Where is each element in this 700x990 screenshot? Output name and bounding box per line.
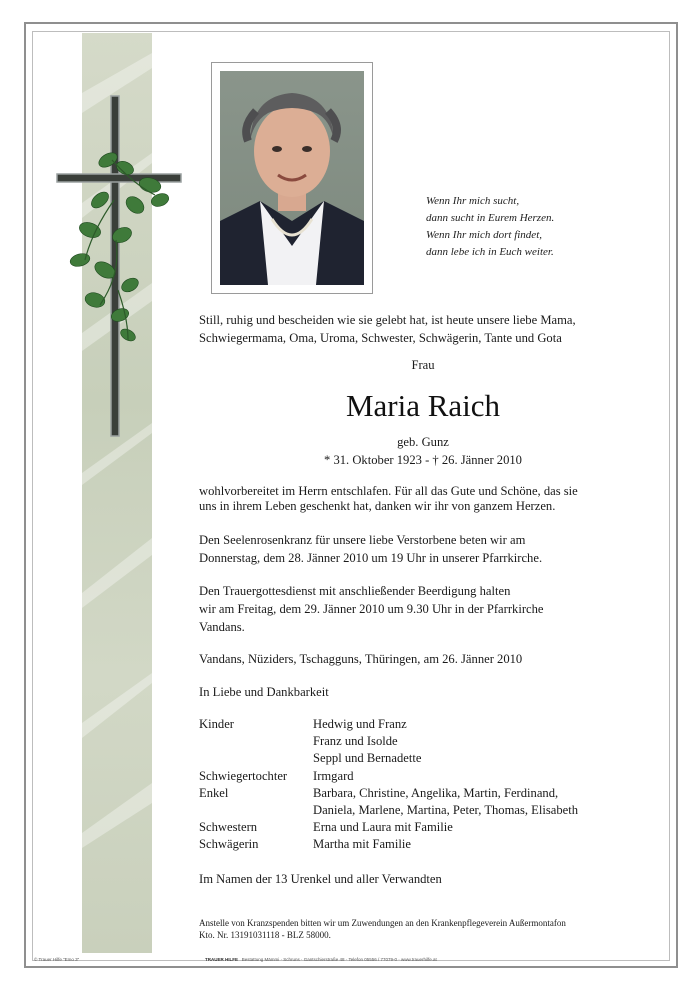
relatives-label: Schwestern [199, 820, 258, 835]
relatives-names: Hedwig und Franz [313, 717, 407, 731]
relatives-names: Daniela, Marlene, Martina, Peter, Thomas, Elisabeth [313, 803, 579, 818]
relatives-names: Irmgard [313, 768, 354, 783]
deceased-name: Maria Raich [345, 388, 501, 423]
relatives-names: Erna und Laura mit Familie [313, 820, 453, 835]
salutation: Frau [411, 358, 435, 372]
donation-line: Anstelle von Kranzspenden bitten wir um Zuwendungen an den Krankenpflegeverein Außermontafon [199, 918, 566, 928]
relatives-names: Martha mit Familie [313, 837, 411, 852]
donation-note [199, 917, 659, 941]
funeral-line: Vandans. [199, 620, 245, 634]
portrait-frame [211, 62, 373, 294]
relatives-names: Barbara, Christine, Angelika, Martin, Ferdinand, [313, 785, 559, 800]
relatives-list [199, 716, 659, 854]
maiden-name: geb. Gunz [397, 435, 449, 449]
relatives-row-schwestern [199, 819, 659, 836]
cross-with-ivy-icon [50, 90, 190, 440]
funeral-text [199, 582, 659, 636]
relatives-label: Kinder [199, 717, 234, 731]
intro-text [199, 311, 659, 347]
poem-line: Wenn Ihr mich dort findet, [426, 229, 542, 241]
passing-text [199, 484, 659, 514]
funeral-line: wir am Freitag, dem 29. Jänner 2010 um 9.30 Uhr in der Pfarrkirche [199, 602, 544, 616]
intro-line: Schwiegermama, Oma, Uroma, Schwester, Schwägerin, Tante und Gota [199, 331, 562, 345]
relatives-names: Seppl und Bernadette [313, 751, 422, 766]
portrait-photo [220, 71, 364, 285]
funeral-line: Den Trauergottesdienst mit anschließender Beerdigung halten [199, 584, 511, 598]
poem-line: dann lebe ich in Euch weiter. [426, 246, 554, 258]
rosary-line: Den Seelenrosenkranz für unsere liebe Verstorbene beten wir am [199, 533, 526, 547]
passing-line: wohlvorbereitet im Herrn entschlafen. Für all das Gute und Schöne, das sie [199, 484, 578, 498]
closing-line: Im Namen der 13 Urenkel und aller Verwandten [199, 872, 442, 886]
relatives-row-schwaegerin [199, 836, 659, 853]
place-date: Vandans, Nüziders, Tschagguns, Thüringen, am 26. Jänner 2010 [199, 652, 523, 666]
relatives-names: Franz und Isolde [313, 734, 398, 749]
intro-line: Still, ruhig und bescheiden wie sie gelebt hat, ist heute unsere liebe Mama, [199, 313, 576, 327]
rosary-text [199, 531, 659, 567]
relatives-label: Schwägerin [199, 837, 259, 852]
poem-line: dann sucht in Eurem Herzen. [426, 212, 555, 224]
relatives-label: Enkel [199, 785, 229, 800]
love-line: In Liebe und Dankbarkeit [199, 685, 329, 699]
relatives-label: Schwiegertochter [199, 768, 288, 783]
rosary-line: Donnerstag, dem 28. Jänner 2010 um 19 Uhr in unserer Pfarrkirche. [199, 551, 543, 565]
poem-line: Wenn Ihr mich sucht, [426, 195, 520, 207]
donation-line: Kto. Nr. 13191031118 - BLZ 58000. [199, 930, 331, 940]
poem [426, 193, 656, 261]
footer-address: Bestattung Mämmi · Schruns · Gantschierstraße 48 · Telefon 05556 / 77079-0 · www.trauerhilfe.at [241, 957, 437, 962]
relatives-row-schwiegertochter [199, 768, 659, 785]
passing-line: uns in ihrem Leben geschenkt hat, danken wir ihr von ganzem Herzen. [199, 499, 556, 513]
relatives-row-kinder [199, 716, 659, 768]
relatives-row-enkel [199, 785, 659, 819]
life-dates: * 31. Oktober 1923 - † 26. Jänner 2010 [324, 453, 522, 467]
footer-copyright: © Trauer Hilfe "Emo 3" [34, 957, 80, 962]
footer-info [205, 957, 437, 962]
footer-brand: TRAUER HILFE [205, 957, 238, 962]
